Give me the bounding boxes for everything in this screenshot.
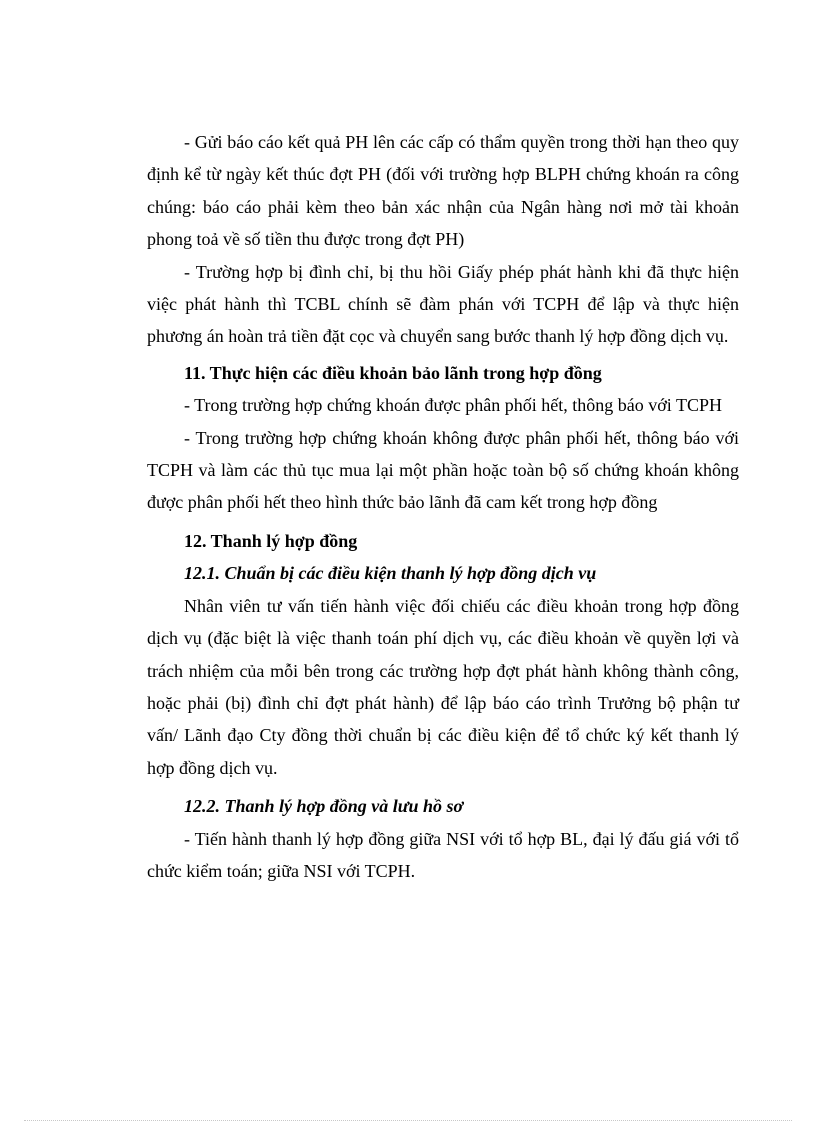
paragraph-preparation: Nhân viên tư vấn tiến hành việc đối chiếu các điều khoản trong hợp đồng dịch vụ (đặc biệt là việc thanh toán phí dịch vụ, các điều khoản về quyền lợi và trách nhiệm của mỗi bên trong các trường hợp đợt phát hành không thành công, hoặc phải (bị) đình chỉ đợt phát hành) để lập báo cáo trình Trưởng bộ phận tư vấn/ Lãnh đạo Cty đồng thời chuẩn bị các điều kiện để tổ chức ký kết thanh lý hợp đồng dịch vụ. bbox=[147, 595, 739, 778]
page-bottom-divider bbox=[24, 1120, 792, 1121]
section-heading-11: 11. Thực hiện các điều khoản bảo lãnh trong hợp đồng bbox=[184, 362, 602, 383]
section-heading-12: 12. Thanh lý hợp đồng bbox=[184, 530, 358, 551]
subsection-heading-12-2: 12.2. Thanh lý hợp đồng và lưu hồ sơ bbox=[184, 796, 464, 817]
paragraph-fully-distributed: - Trong trường hợp chứng khoán được phân phối hết, thông báo với TCPH bbox=[184, 395, 722, 416]
subsection-heading-12-1: 12.1. Chuẩn bị các điều kiện thanh lý hợp đồng dịch vụ bbox=[184, 563, 597, 584]
document-body bbox=[147, 126, 739, 887]
paragraph-not-fully-distributed: - Trong trường hợp chứng khoán không được phân phối hết, thông báo với TCPH và làm các thủ tục mua lại một phần hoặc toàn bộ số chứng khoán không được phân phối hết theo hình thức bảo lãnh đã cam kết trong hợp đồng bbox=[147, 427, 739, 513]
paragraph-liquidation: - Tiến hành thanh lý hợp đồng giữa NSI với tổ hợp BL, đại lý đấu giá với tổ chức kiểm toán; giữa NSI với TCPH. bbox=[147, 828, 739, 881]
paragraph-report-submission: - Gửi báo cáo kết quả PH lên các cấp có thẩm quyền trong thời hạn theo quy định kể từ ngày kết thúc đợt PH (đối với trường hợp BLPH chứng khoán ra công chúng: báo cáo phải kèm theo bản xác nhận của Ngân hàng nơi mở tài khoản phong toả về số tiền thu được trong đợt PH) bbox=[147, 132, 739, 250]
paragraph-license-revoked: - Trường hợp bị đình chỉ, bị thu hồi Giấy phép phát hành khi đã thực hiện việc phát hành thì TCBL chính sẽ đàm phán với TCPH để lập và thực hiện phương án hoàn trả tiền đặt cọc và chuyển sang bước thanh lý hợp đồng dịch vụ. bbox=[147, 261, 739, 347]
